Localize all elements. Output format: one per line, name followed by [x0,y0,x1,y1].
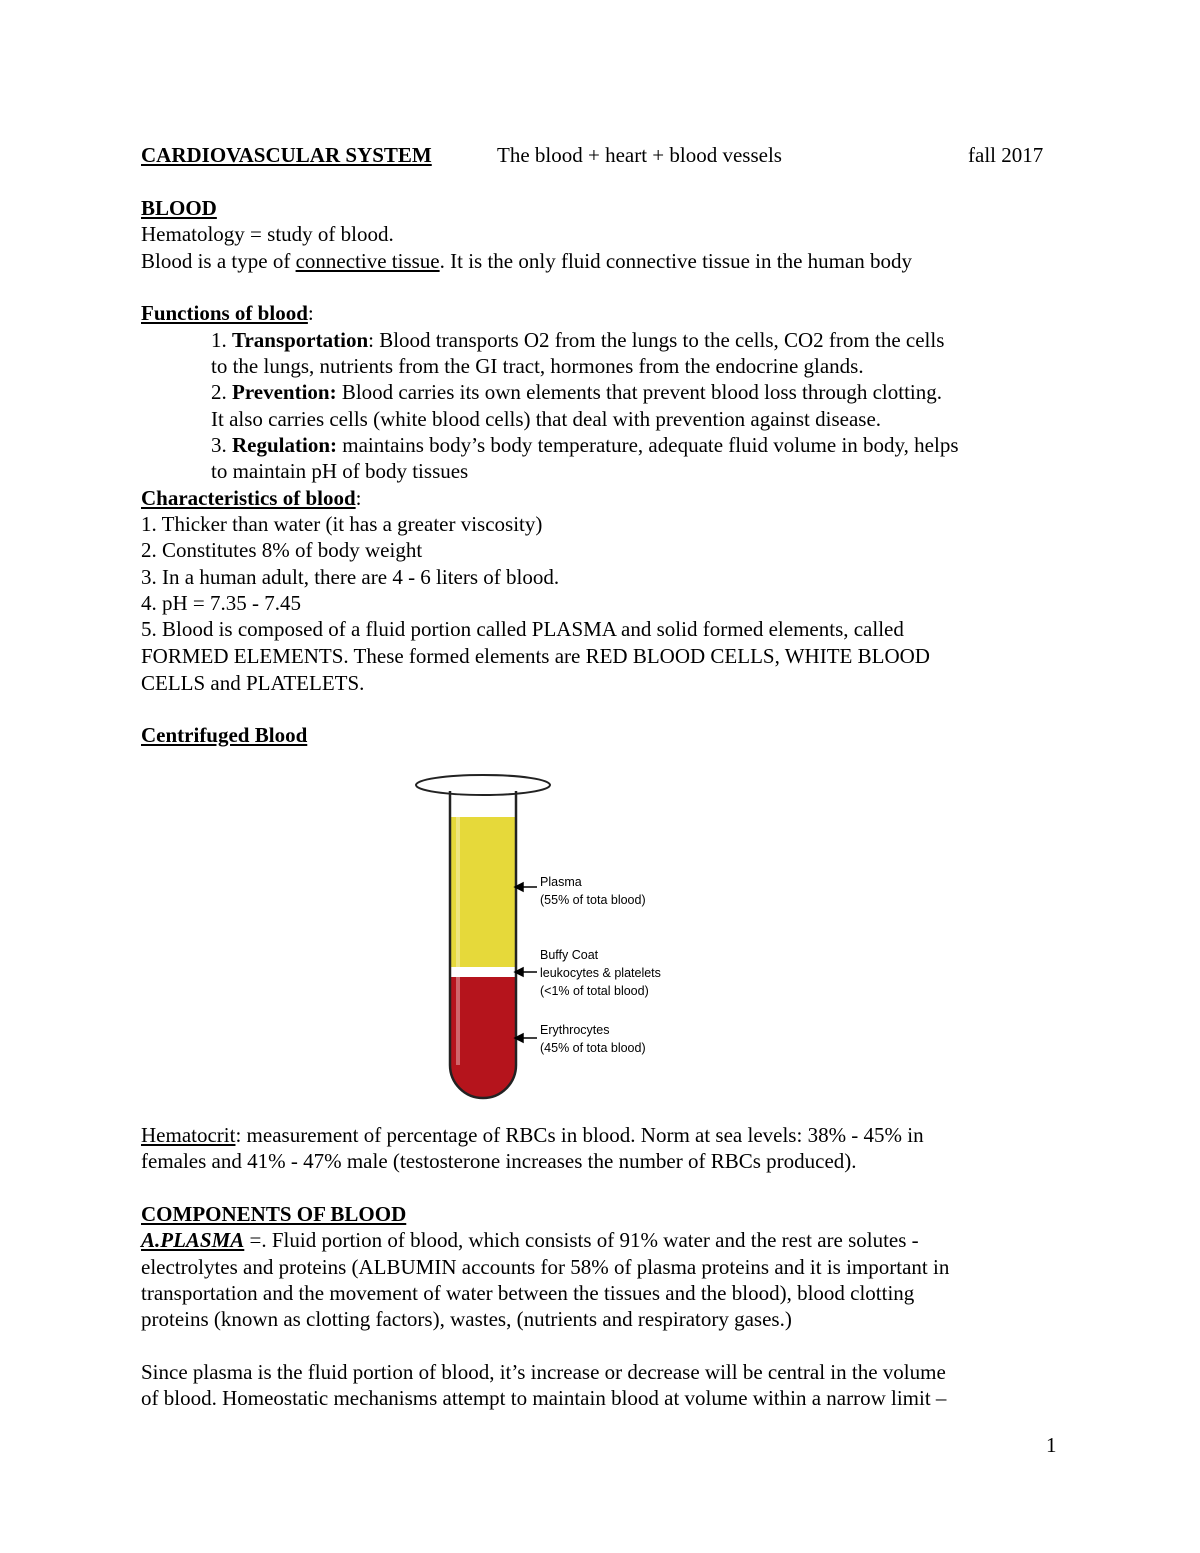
item-text: : Blood transports O2 from the lungs to the cells, CO2 from the cells [368,328,945,352]
characteristic-item: CELLS and PLATELETS. [141,671,365,695]
connective-tissue-term: connective tissue [295,249,440,273]
plasma-definition-cont: transportation and the movement of water between the tissues and the blood), blood clotting [141,1281,915,1305]
item-label: Prevention: [232,380,337,404]
text-span: : [307,301,314,325]
buffy-coat-label: Buffy Coat [540,948,599,962]
plasma-term: A.PLASMA [141,1228,245,1252]
characteristic-item: 4. pH = 7.35 - 7.45 [141,591,302,615]
hematocrit-term: Hematocrit [141,1123,236,1147]
characteristic-item: 5. Blood is composed of a fluid portion called PLASMA and solid formed elements, called [141,617,904,641]
text-span: =. Fluid portion of blood, which consists of 91% water and the rest are solutes - [244,1228,919,1252]
plasma-volume-paragraph: of blood. Homeostatic mechanisms attempt to maintain blood at volume within a narrow limit – [141,1386,947,1410]
erythrocytes-percent-label: (45% of tota blood) [540,1041,646,1055]
functions-heading-text: Functions of blood [141,301,308,325]
item-number: 2. [211,380,232,404]
item-number: 3. [211,433,232,457]
document-title: CARDIOVASCULAR SYSTEM [141,143,432,167]
plasma-volume-paragraph: Since plasma is the fluid portion of blood, it’s increase or decrease will be central in the volume [141,1360,946,1384]
buffy-coat-percent-label: (<1% of total blood) [540,984,649,998]
page-number: 1 [1046,1433,1057,1457]
text-span: : [355,486,362,510]
plasma-definition [141,1227,919,1253]
section-heading-blood: BLOOD [141,196,217,220]
function-item-3 [211,432,959,458]
plasma-definition-cont: electrolytes and proteins (ALBUMIN accounts for 58% of plasma proteins and it is important in [141,1255,950,1279]
item-number: 1. [211,328,232,352]
function-item-2 [211,379,942,405]
item-label: Transportation [232,328,369,352]
components-heading: COMPONENTS OF BLOOD [141,1202,407,1226]
plasma-definition-cont: proteins (known as clotting factors), wastes, (nutrients and respiratory gases.) [141,1307,792,1331]
document-subtitle: The blood + heart + blood vessels [497,143,782,167]
text-span: . It is the only fluid connective tissue in the human body [439,249,913,273]
erythrocytes-label: Erythrocytes [540,1023,610,1037]
hematocrit-line [141,1122,924,1148]
blood-tissue-line [141,248,912,274]
functions-heading [141,300,314,326]
function-item-1-cont: to the lungs, nutrients from the GI tract, hormones from the endocrine glands. [211,354,864,378]
characteristic-item: 3. In a human adult, there are 4 - 6 liters of blood. [141,565,560,589]
plasma-percent-label: (55% of tota blood) [540,893,646,907]
label-arrows [515,883,537,1042]
tube-lip [416,775,550,795]
text-span: : measurement of percentage of RBCs in blood. Norm at sea levels: 38% - 45% in [235,1123,924,1147]
buffy-coat-detail-label: leukocytes & platelets [540,966,661,980]
function-item-2-cont: It also carries cells (white blood cells) that deal with prevention against disease. [211,407,882,431]
item-label: Regulation: [232,433,337,457]
item-text: Blood carries its own elements that prevent blood loss through clotting. [336,380,942,404]
function-item-1 [211,327,944,353]
item-text: maintains body’s body temperature, adequate fluid volume in body, helps [337,433,959,457]
text-span: Blood is a type of [141,249,296,273]
centrifuged-heading: Centrifuged Blood [141,723,308,747]
characteristic-item: 2. Constitutes 8% of body weight [141,538,423,562]
characteristics-heading-text: Characteristics of blood [141,486,356,510]
characteristic-item: 1. Thicker than water (it has a greater viscosity) [141,512,543,536]
function-item-3-cont: to maintain pH of body tissues [211,459,469,483]
hematology-definition: Hematology = study of blood. [141,222,394,246]
characteristics-heading [141,485,361,511]
term-label: fall 2017 [968,143,1044,167]
plasma-label: Plasma [540,875,582,889]
characteristic-item: FORMED ELEMENTS. These formed elements are RED BLOOD CELLS, WHITE BLOOD [141,644,930,668]
hematocrit-line-cont: females and 41% - 47% male (testosterone increases the number of RBCs produced). [141,1149,857,1173]
centrifuged-blood-figure [400,765,720,1105]
